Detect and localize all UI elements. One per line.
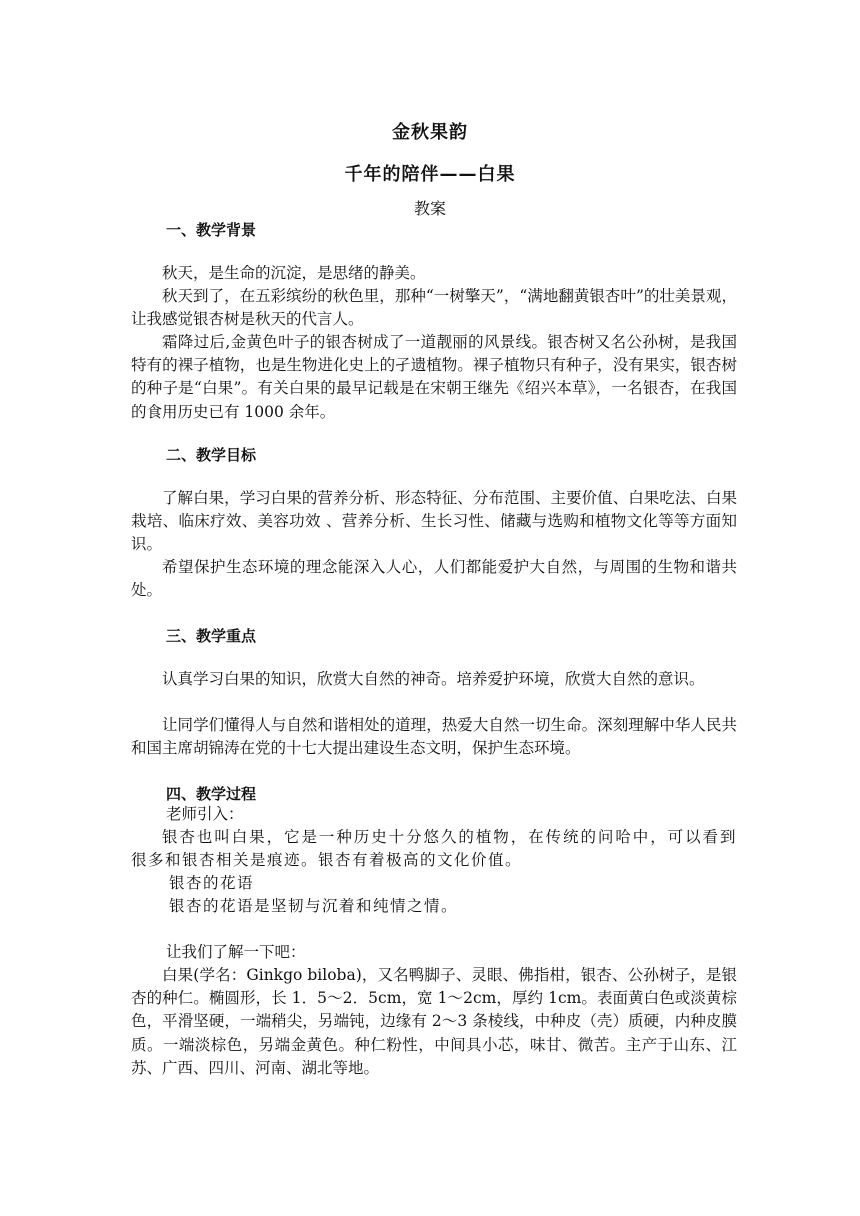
paragraph: 白果(学名：Ginkgo biloba)，又名鸭脚子、灵眼、佛指柑，银杏、公孙树子，是银杏的种仁。椭圆形，长 1．5～2．5cm，宽 1～2cm，厚约 1cm。表面黄白色或淡黄棕色，平滑坚硬，一端稍尖，另端钝，边缘有 2～3 条棱线，中种皮（壳）质硬，内种皮膜质。一端淡棕色，另端金黄色。种仁粉性，中间具小芯，味甘、微苦。主产于山东、江苏、广西、四川、河南、湖北等地。 — [131, 966, 737, 1077]
document-title: 金秋果韵 — [392, 122, 468, 143]
document-subtitle: 千年的陪伴——白果 — [344, 164, 516, 185]
section-heading-process: 四、教学过程 — [166, 785, 257, 803]
paragraph: 霜降过后,金黄色叶子的银杏树成了一道靓丽的风景线。银杏树又名公孙树，是我国特有的裸子植物，也是生物进化史上的孑遗植物。裸子植物只有种子，没有果实，银杏树的种子是“白果”。有关白果的最早记载是在宋朝王继先《绍兴本草》，一名银杏，在我国的食用历史已有 1000 余年。 — [131, 333, 737, 421]
paragraph: 银杏的花语 — [169, 874, 255, 892]
paragraph: 希望保护生态环境的理念能深入人心，人们都能爱护大自然，与周围的生物和谐共处。 — [131, 558, 737, 600]
intro-label: 老师引入： — [166, 805, 244, 823]
paragraph: 让我们了解一下吧： — [166, 943, 306, 961]
paragraph: 秋天，是生命的沉淀，是思绪的静美。 — [162, 264, 426, 282]
paragraph: 银杏的花语是坚韧与沉着和纯情之情。 — [169, 897, 459, 915]
document-type-label: 教案 — [413, 199, 446, 218]
paragraph: 让同学们懂得人与自然和谐相处的道理，热爱大自然一切生命。深刻理解中华人民共和国主席胡锦涛在党的十七大提出建设生态文明，保护生态环境。 — [131, 716, 737, 758]
section-heading-goals: 二、教学目标 — [166, 446, 257, 464]
paragraph: 秋天到了，在五彩缤纷的秋色里，那种“一树擎天”，“满地翻黄银杏叶”的壮美景观，让我感觉银杏树是秋天的代言人。 — [131, 287, 737, 329]
paragraph: 银杏也叫白果，它是一种历史十分悠久的植物，在传统的问哈中，可以看到很多和银杏相关是痕迹。银杏有着极高的文化价值。 — [131, 828, 737, 870]
paragraph: 认真学习白果的知识，欣赏大自然的神奇。培养爱护环境，欣赏大自然的意识。 — [162, 670, 705, 688]
paragraph: 了解白果，学习白果的营养分析、形态特征、分布范围、主要价值、白果吃法、白果栽培、临床疗效、美容功效 、营养分析、生长习性、储藏与选购和植物文化等等方面知识。 — [131, 489, 737, 554]
section-heading-background: 一、教学背景 — [166, 221, 257, 239]
section-heading-key-points: 三、教学重点 — [166, 627, 257, 645]
